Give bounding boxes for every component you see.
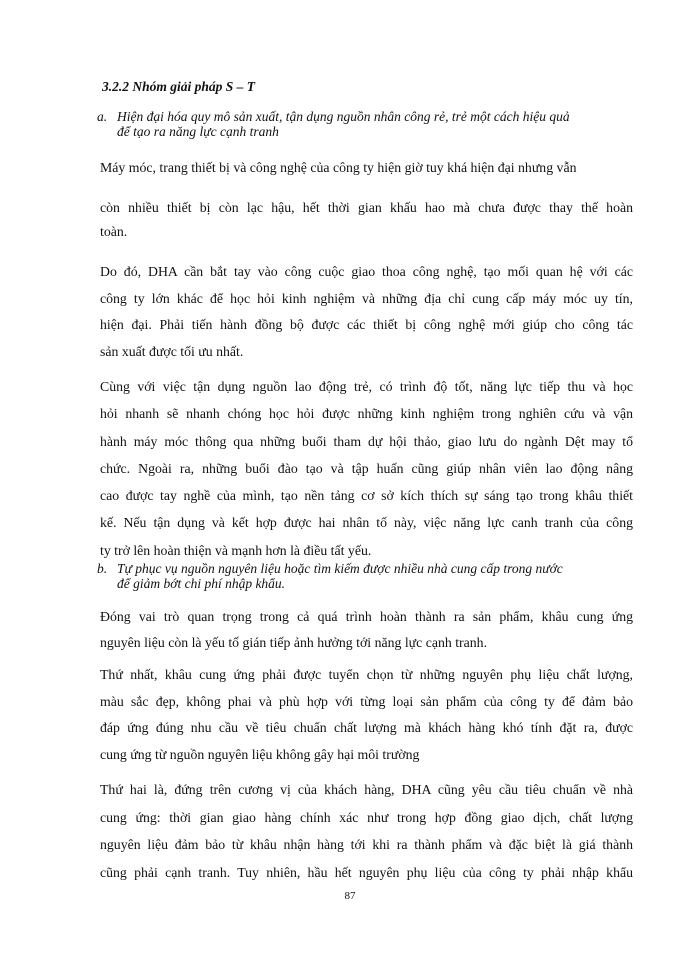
text-line: Đóng vai trò quan trọng trong cả quá trình hoàn thành ra sản phẩm, khâu cung ứng	[100, 609, 633, 624]
subsection-a-heading	[97, 109, 637, 139]
text-line: chức. Ngoài ra, những buổi đào tạo và tập huấn cũng giúp nhân viên lao động nâng	[100, 460, 633, 476]
text-line: Cùng với việc tận dụng nguồn lao động trẻ, có trình độ tốt, năng lực tiếp thu và học	[100, 379, 633, 394]
subsection-a-line-1: Hiện đại hóa quy mô sản xuất, tận dụng nguồn nhân công rẻ, trẻ một cách hiệu quả	[117, 109, 570, 124]
text-line: hỏi nhanh sẽ nhanh chóng học hỏi được những kinh nghiệm trong nghiên cứu và vận	[100, 406, 633, 422]
text-line: toàn.	[100, 224, 128, 239]
text-line: công ty lớn khác để học hỏi kinh nghiệm và những địa chỉ cung cấp máy móc uy tín,	[100, 290, 633, 306]
text-line: hiện đại. Phải tiến hành đồng bộ được các thiết bị công nghệ mới giúp cho công tác	[100, 317, 633, 332]
text-line: màu sắc đẹp, không phai và phù hợp với từng loại sản phẩm của công ty để đảm bảo	[100, 693, 633, 709]
subsection-a-line-2: để tạo ra năng lực cạnh tranh	[117, 124, 279, 139]
text-line: Thứ nhất, khâu cung ứng phải được tuyển chọn từ những nguyên phụ liệu chất lượng,	[100, 667, 633, 682]
text-line: Thứ hai là, đứng trên cương vị của khách hàng, DHA cũng yêu cầu tiêu chuẩn về nhà	[100, 782, 633, 797]
paragraph-b-2	[100, 662, 633, 768]
subsection-b-line-1: Tự phục vụ nguồn nguyên liệu hoặc tìm kiếm được nhiều nhà cung cấp trong nước	[117, 561, 563, 576]
subsection-b-letter: b.	[97, 561, 108, 576]
text-line: sản xuất được tối ưu nhất.	[100, 343, 244, 359]
text-line: Do đó, DHA cần bắt tay vào công cuộc giao thoa công nghệ, tạo mối quan hệ với các	[100, 264, 633, 279]
text-line: còn nhiều thiết bị còn lạc hậu, hết thời gian khấu hao mà chưa được thay thế hoàn	[100, 200, 633, 215]
paragraph-a-4	[100, 373, 633, 564]
text-line: hành máy móc thông qua những buổi tham dự hội thảo, giao lưu do ngành Dệt may tổ	[100, 433, 633, 449]
text-line: nguyên liệu còn là yếu tố gián tiếp ảnh hưởng tới năng lực cạnh tranh.	[100, 635, 488, 650]
subsection-b-line-2: để giảm bớt chi phí nhập khẩu.	[117, 576, 286, 591]
paragraph-a-3	[100, 259, 633, 365]
paragraph-a-2	[100, 196, 633, 244]
text-line: ty trở lên hoàn thiện và mạnh hơn là điều tất yếu.	[100, 542, 372, 558]
text-line: đáp ứng đúng nhu cầu về tiêu chuẩn chất lượng mà khách hàng khó tính đặt ra, được	[100, 720, 633, 735]
text-line: cung ứng: thời gian giao hàng chính xác như trong hợp đồng giao dịch, chất lượng	[100, 809, 633, 825]
paragraph-b-3	[100, 776, 633, 886]
text-line: cung ứng từ nguồn nguyên liệu không gây hại môi trường	[100, 746, 420, 762]
section-heading: 3.2.2 Nhóm giải pháp S – T	[102, 79, 256, 94]
subsection-a-letter: a.	[97, 109, 108, 124]
text-line: kế. Nếu tận dụng và kết hợp được hai nhân tố này, việc năng lực canh tranh của công	[100, 515, 633, 531]
text-line: Máy móc, trang thiết bị và công nghệ của công ty hiện giờ tuy khá hiện đại nhưng vẫn	[100, 160, 577, 175]
text-line: nguyên liệu đảm bảo từ khâu nhận hàng tới khi ra thành phẩm và đặc biệt là giá thành	[100, 837, 633, 852]
text-line: cao được tay nghề của mình, tạo nền tảng cơ sở kích thích sự sáng tạo trong khâu thiết	[100, 488, 633, 504]
text-line: cũng phải cạnh tranh. Tuy nhiên, hầu hết nguyên phụ liệu của công ty phải nhập khẩu	[100, 864, 633, 880]
subsection-b-heading	[97, 561, 637, 591]
page-number: 87	[344, 890, 356, 902]
paragraph-b-1	[100, 604, 633, 656]
paragraph-a-1	[100, 160, 633, 176]
